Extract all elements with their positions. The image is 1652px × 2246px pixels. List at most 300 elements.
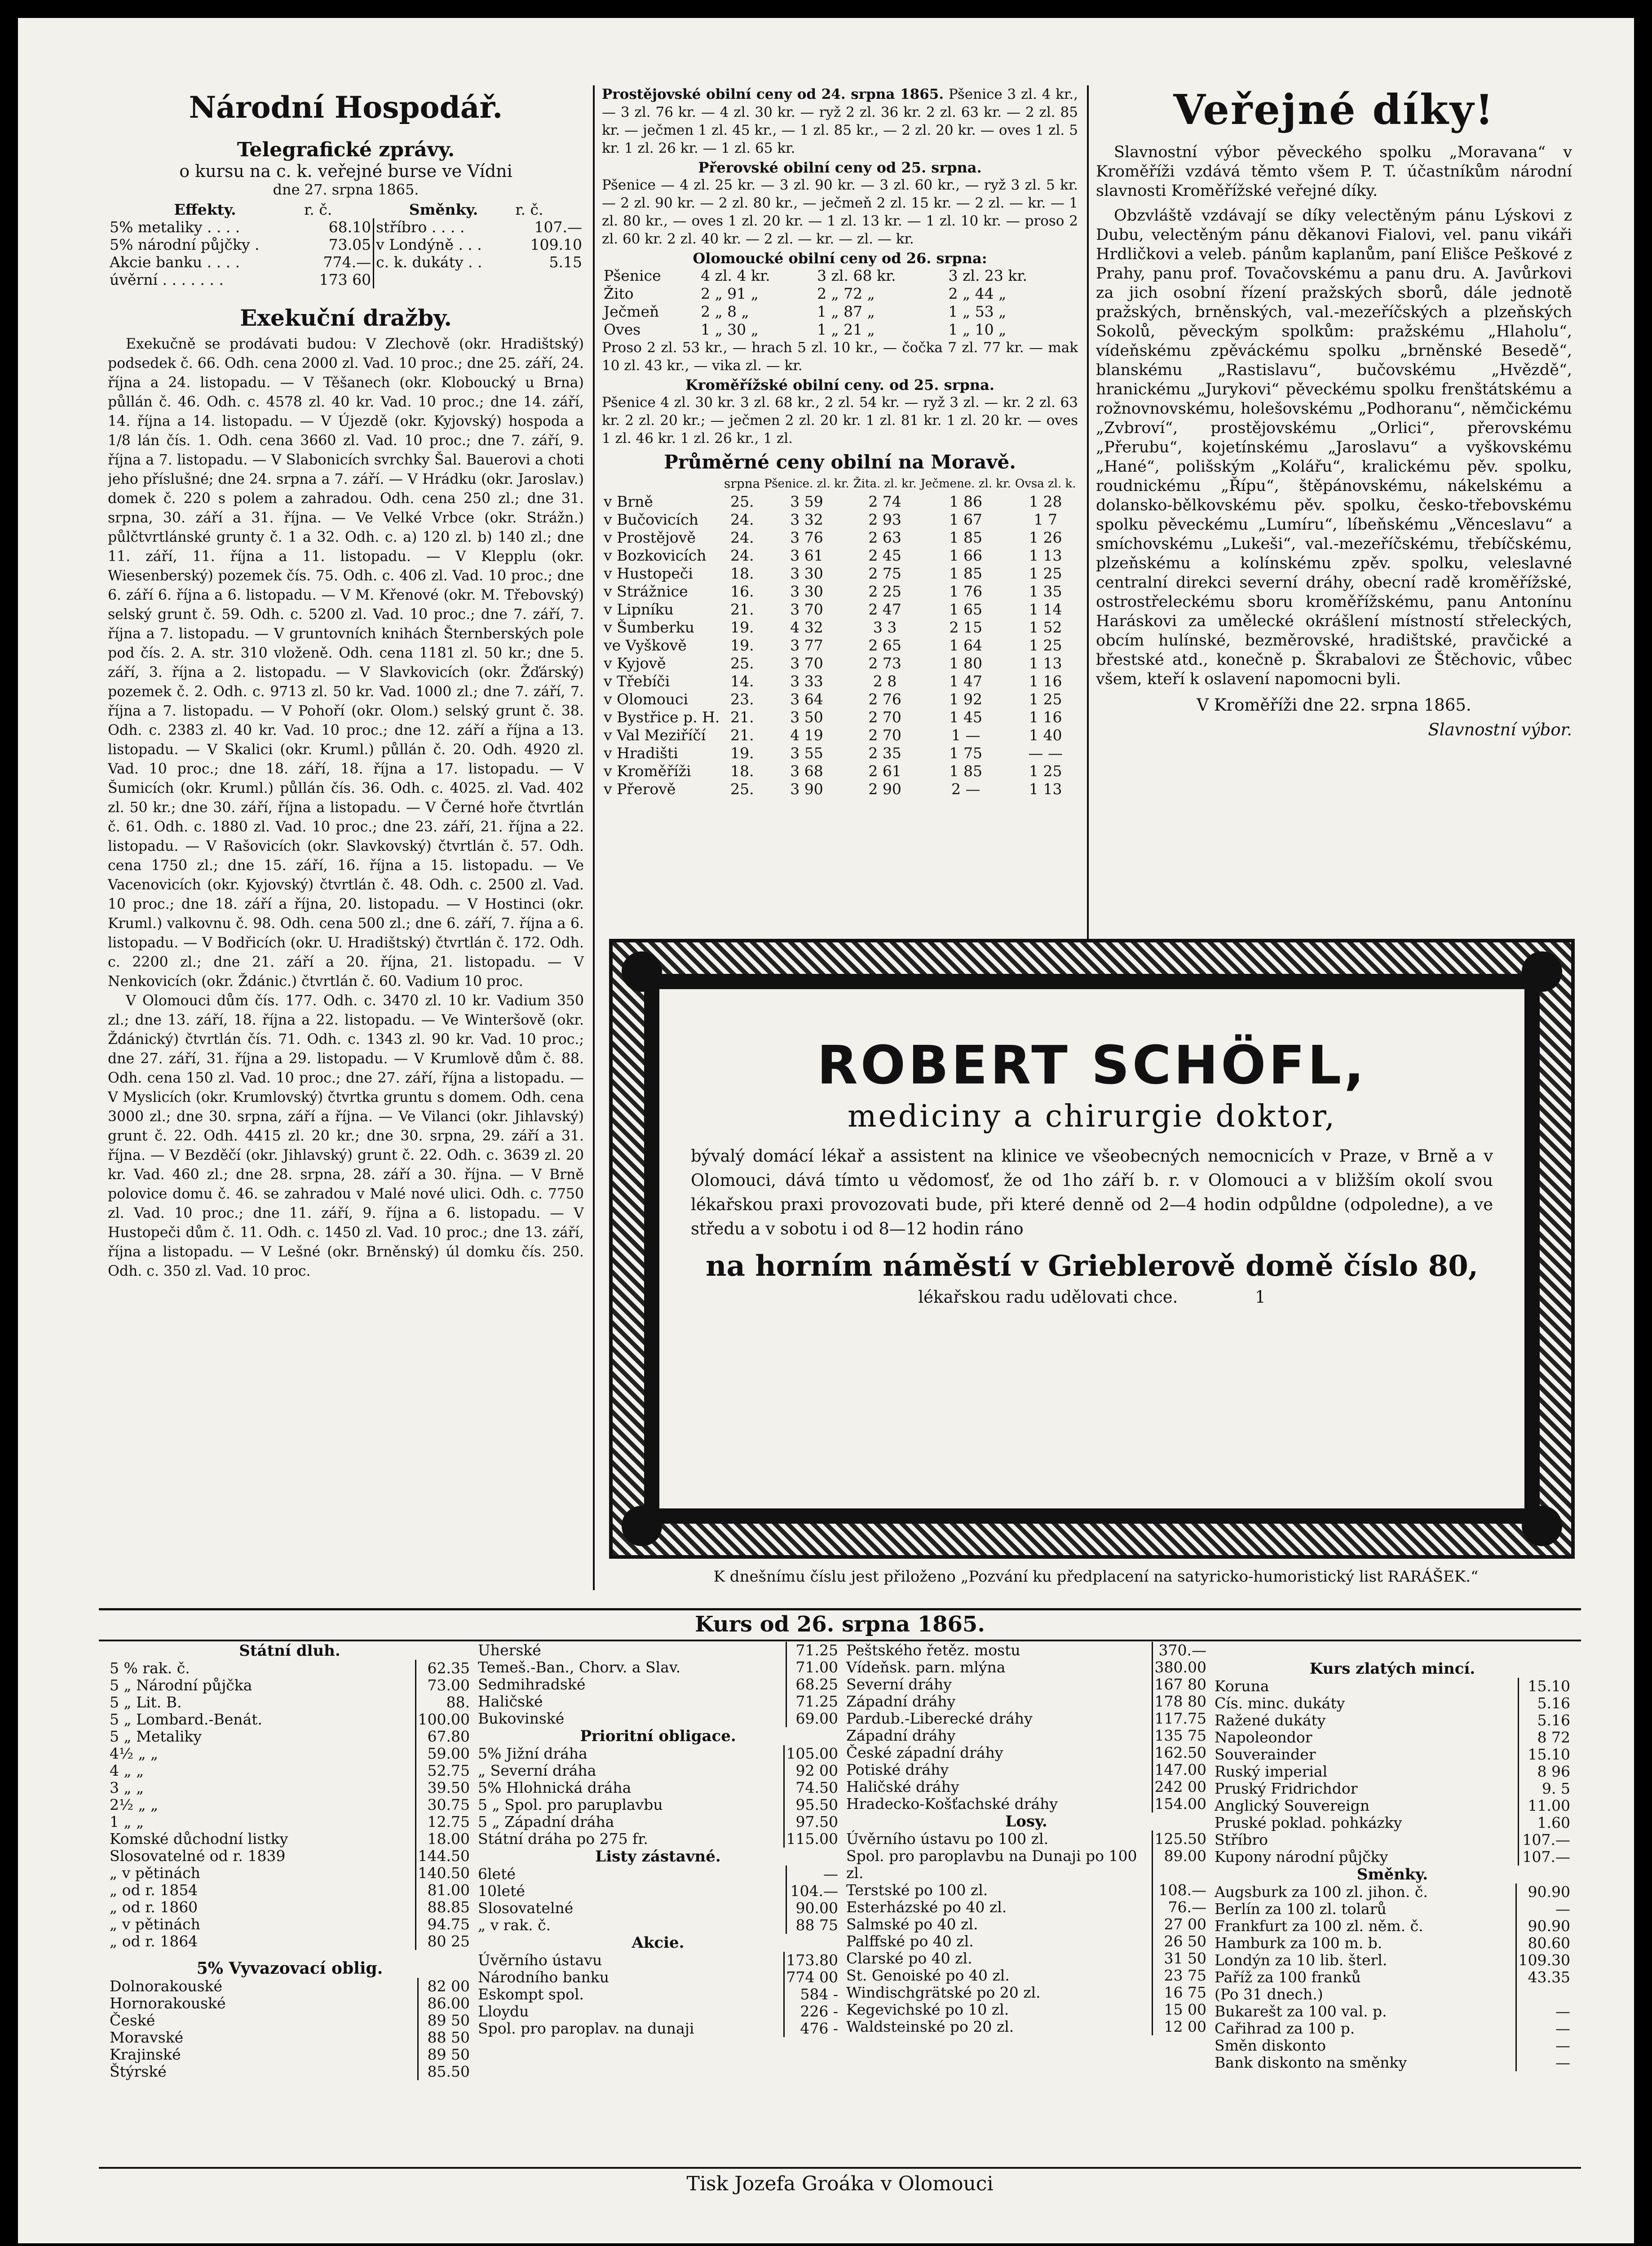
kurs-value: 89.00 bbox=[1152, 1848, 1208, 1882]
average-cell: 1 — bbox=[951, 726, 981, 744]
diky-p2: Obzvláště vzdávají se díky velectěným pánu Lýskovi z Dubu, velectěným pánu děkanovi Fialovi, vel. panu vikáři Hrdličkovi a veleb. pánům kaplanům, paní Elišce Peškové z Prahy, panu prof. Tovačovskému a panu dru. A. Javůrkovi za jich osobní řízení pražských sborů, dále jednotě pražských, brněnských, val.-mezeříčských a plzeňských Sokolů, pěveckým spolkům: pražskému „Hlaholu“, vídeňskému zpěváckému spolku „brněnské Besedě“, blanskému „Rastislavu“, bučovskému „Hvězdě“, hranickému „Jurykovi“ pěveckému spolku frenštátskému a rožnovnovskému, holešovskému „Podhoranu“, němčickému „Zvbroví“, prostějovskému „Orlici“, přerovskému „Přerubu“, kojetínskému „Jaroslavu“ a vyškovskému „Hané“, polišským „Kolářu“, kralickému pěv. spolku, roudnickému „Řípu“, štěpánovskému, nákelskému a dolansko-bělkovskému pěv. spolku, česko-třebovskému spolku pěveckému „Lumíru“, líbeňskému „Věnceslavu“ a smíchovskému „Lukeši“, val.-mezeříčskému, třebíčskému, plzeňskému a kolínskému zpěv. spolku, veleslavné centralní direkci severní dráhy, obecní radě kroměřížské, ostrostřeleckému sboru kroměřížskému, panu Antonínu Haráskovi za umělecké okrášlení místností střeleckých, obcím hulínské, bezměrovské, hradištské, pravčické a břestské atd., konečně p. Škrabalovi ze Štěchovic, vůbec všem, kteří k oslavení napomocni byli. bbox=[1096, 207, 1572, 688]
average-cell: 18. bbox=[730, 762, 754, 780]
average-cell: 14. bbox=[730, 672, 754, 690]
kurs-item: Sedmihradské bbox=[478, 1676, 586, 1693]
average-cell: — — bbox=[1028, 744, 1063, 762]
kurs-item: České bbox=[110, 2012, 155, 2029]
kurs-value: 12.75 bbox=[415, 1813, 472, 1830]
kurs-table-2c bbox=[476, 1866, 840, 1934]
average-cell: 1 92 bbox=[949, 690, 982, 708]
kurs-row bbox=[1213, 1935, 1572, 1952]
kurs-item: Směn diskonto bbox=[1215, 2037, 1326, 2054]
kurs-item: Bank diskonto na směnky bbox=[1215, 2054, 1407, 2071]
sme-0-val: 107.— bbox=[534, 218, 582, 236]
average-cell: 2 74 bbox=[868, 493, 901, 510]
kurs-row bbox=[844, 1761, 1208, 1778]
kurs-item: Spol. pro paroplav. na dunaji bbox=[478, 2020, 694, 2037]
kurs-table-1 bbox=[108, 1660, 472, 1950]
average-cell: 1 64 bbox=[949, 637, 982, 654]
avg-head: Pšenice. zl. kr. bbox=[764, 477, 849, 491]
avg-head bbox=[602, 475, 722, 493]
kurs-row bbox=[476, 2003, 840, 2020]
column-rule-2 bbox=[1087, 85, 1089, 939]
kurs-item: Frankfurt za 100 zl. něm. č. bbox=[1215, 1917, 1423, 1935]
average-head-row bbox=[602, 475, 1078, 493]
olomouc-cell: 1 „ 21 „ bbox=[817, 321, 875, 338]
kurs-value: 27 00 bbox=[1152, 1916, 1208, 1933]
kurs-row bbox=[844, 1727, 1208, 1744]
kurs-item: Státní dráha po 275 fr. bbox=[478, 1830, 648, 1848]
kurs-value: 82 00 bbox=[418, 1978, 472, 1995]
kurs-vyvazovaci-head: 5% Vyvazovací oblig. bbox=[196, 1959, 383, 1978]
diky-signature: Slavnostní výbor. bbox=[1428, 720, 1572, 739]
kurs-item: Lloydu bbox=[478, 2003, 529, 2020]
advertisement-frame bbox=[609, 939, 1575, 1559]
kurs-item: „ od r. 1854 bbox=[110, 1881, 198, 1899]
kurs-item: Waldsteinské po 20 zl. bbox=[846, 2018, 1014, 2035]
kurs-row bbox=[108, 2046, 472, 2063]
kurs-row bbox=[476, 1969, 840, 1986]
average-cell: 2 73 bbox=[868, 654, 901, 672]
kurs-value: 108.— bbox=[1152, 1882, 1208, 1899]
average-cell: 2 35 bbox=[868, 744, 901, 762]
average-cell: 1 13 bbox=[1029, 780, 1062, 798]
kurs-akcie-head: Akcie. bbox=[632, 1934, 685, 1952]
kurs-value: 104.— bbox=[786, 1883, 840, 1900]
average-cell: 3 68 bbox=[790, 762, 823, 780]
kurs-item: 1 „ „ bbox=[110, 1813, 144, 1830]
kurs-value: 11.00 bbox=[1519, 1797, 1572, 1814]
kurs-item: Koruna bbox=[1215, 1677, 1269, 1695]
kurs-value: 15.10 bbox=[1519, 1746, 1572, 1763]
average-cell: 1 75 bbox=[949, 744, 982, 762]
kurs-row bbox=[476, 1900, 840, 1917]
kurs-value: 92 00 bbox=[784, 1762, 840, 1779]
kurs-value: 71.00 bbox=[786, 1659, 840, 1676]
kurs-item: Úvěrního ústavu po 100 zl. bbox=[846, 1830, 1049, 1848]
ad-number: 1 bbox=[1255, 1287, 1266, 1307]
average-row bbox=[602, 565, 1078, 583]
kurs-row bbox=[476, 1642, 840, 1659]
ad-tail-line bbox=[659, 1287, 1524, 1307]
ad-body: bývalý domácí lékař a assistent na klinice ve všeobecných nemocnicích v Praze, v Brně a v Olomouci, dává tímto u vědomosť, že od 1ho září b. r. v Olomouci a v bližším okolí svou lékařskou praxi provozovati bude, při které denně od 2—4 hodin odpůldne (odpoledne), a ve středu a v sobotu i od 8—12 hodin ráno bbox=[691, 1146, 1493, 1238]
kurs-row bbox=[844, 1899, 1208, 1916]
average-cell: 2 75 bbox=[868, 565, 901, 582]
kurs-col-1 bbox=[108, 1642, 472, 2163]
sme-0-name: stříbro . . . . bbox=[376, 218, 465, 236]
kurs-item: Krajinské bbox=[110, 2046, 181, 2063]
kurs-value: 380.00 bbox=[1152, 1659, 1208, 1676]
kurs-value: 8 72 bbox=[1519, 1729, 1572, 1746]
kurs-row bbox=[108, 1995, 472, 2012]
kurs-value: 476 - bbox=[784, 2020, 840, 2037]
sme-2-val: 5.15 bbox=[549, 253, 582, 271]
column-rule-1 bbox=[593, 85, 595, 1590]
kurs-row bbox=[476, 1952, 840, 1969]
kurs-item: Clarské po 40 zl. bbox=[846, 1950, 972, 1967]
kurs-row bbox=[844, 1916, 1208, 1933]
average-cell: v Olomouci bbox=[604, 690, 689, 708]
kurs-value: 88 75 bbox=[786, 1917, 840, 1934]
kurs-table-2 bbox=[476, 1642, 840, 1727]
kurs-value: 43.35 bbox=[1516, 1969, 1572, 1986]
average-cell: 3 55 bbox=[790, 744, 823, 762]
kurs-value: 100.00 bbox=[415, 1711, 472, 1728]
kurs-prioritni-head: Prioritní obligace. bbox=[580, 1727, 736, 1745]
kurs-row bbox=[844, 1967, 1208, 1984]
kurs-item: Národního banku bbox=[478, 1968, 610, 1986]
kurs-smenky-head: Směnky. bbox=[1356, 1866, 1428, 1883]
kurs-value: 88. bbox=[415, 1694, 472, 1711]
kurs-statni-dluh-head: Státní dluh. bbox=[239, 1642, 340, 1660]
prostejov-block bbox=[602, 85, 1078, 157]
average-cell: v Přerově bbox=[604, 780, 676, 798]
olomouc-cell: Ječmeň bbox=[604, 303, 659, 320]
average-cell: 3 32 bbox=[790, 511, 823, 528]
kurs-item: Haličské bbox=[478, 1693, 543, 1710]
kurs-row bbox=[108, 1813, 472, 1830]
kurs-item: Kegevichské po 10 zl. bbox=[846, 2001, 1009, 2018]
kurs-item: 4 „ „ bbox=[110, 1762, 144, 1779]
kurs-value: 73.00 bbox=[415, 1677, 472, 1694]
kurs-value: 67.80 bbox=[415, 1728, 472, 1745]
supplement-notice: K dnešnímu číslu jest přiloženo „Pozvání ku předplacení na satyricko-humoristický list RARÁŠEK.“ bbox=[713, 1568, 1479, 1586]
kurs-value: — bbox=[1516, 1901, 1572, 1918]
average-row bbox=[602, 493, 1078, 511]
olomouc-table bbox=[602, 267, 1078, 339]
kurs-row bbox=[844, 1676, 1208, 1693]
kurs-value: 80.60 bbox=[1516, 1935, 1572, 1952]
kurs-value: 173.80 bbox=[784, 1952, 840, 1969]
sme-1-val: 109.10 bbox=[530, 236, 582, 253]
kurs-item: Vídeňsk. parn. mlýna bbox=[846, 1658, 1006, 1676]
olomouc-cell: 1 „ 30 „ bbox=[701, 321, 759, 338]
kurs-item: 5 „ Spol. pro paruplavbu bbox=[478, 1796, 663, 1813]
kurs-item: Palffské po 40 zl. bbox=[846, 1932, 974, 1950]
tele-table bbox=[108, 201, 584, 288]
prostejov-title: Prostějovské obilní ceny od 24. srpna 1865. bbox=[602, 86, 944, 102]
kurs-row bbox=[844, 1848, 1208, 1882]
kurs-row bbox=[476, 1693, 840, 1710]
kurs-value: 97.50 bbox=[784, 1813, 840, 1830]
prerov-text: Pšenice — 4 zl. 25 kr. — 3 zl. 90 kr. — 3 zl. 60 kr., — ryž 3 zl. 5 kr. — 2 zl. 90 kr. — 2 zl. 80 kr., — ječmeň 2 zl. 15 kr. — 2 zl. — kr. — 1 zl. 80 kr., — oves 1 zl. 20 kr. — 1 zl. 13 kr. — 1 zl. 10 kr. — proso 2 zl. 60 kr. 2 zl. 40 kr. — 2 zl. — kr. — zl. — kr. bbox=[602, 177, 1078, 247]
kurs-row bbox=[1213, 2020, 1572, 2037]
kurs-item: Pardub.-Liberecké dráhy bbox=[846, 1710, 1033, 1727]
kurs-row bbox=[108, 1711, 472, 1728]
olomouc-cell: Pšenice bbox=[604, 267, 661, 284]
kurs-item: 6leté bbox=[478, 1865, 516, 1883]
kurs-value: 584 - bbox=[784, 1986, 840, 2003]
ad-address: na horním náměstí v Grieblerově domě číslo 80, bbox=[705, 1249, 1479, 1283]
avg-head: srpna bbox=[724, 476, 760, 491]
average-cell: 2 93 bbox=[868, 511, 901, 528]
kurs-value: 115.00 bbox=[784, 1830, 840, 1848]
kurs-value: 52.75 bbox=[415, 1762, 472, 1779]
average-cell: 3 90 bbox=[790, 780, 823, 798]
kurs-row bbox=[844, 1933, 1208, 1950]
average-cell: 1 85 bbox=[949, 529, 982, 546]
average-cell: 2 70 bbox=[868, 726, 901, 744]
olomouc-cell: 1 „ 87 „ bbox=[817, 303, 875, 320]
kurs-item: Moravské bbox=[110, 2029, 184, 2046]
average-cell: 1 86 bbox=[949, 493, 982, 510]
kurs-row bbox=[1213, 1729, 1572, 1746]
kurs-value: 15.10 bbox=[1519, 1678, 1572, 1695]
kurs-item: 5 „ Národní půjčka bbox=[110, 1676, 252, 1694]
kurs-table-4 bbox=[1213, 1678, 1572, 1866]
kurs-value: 154.00 bbox=[1152, 1795, 1208, 1813]
kurs-table-2d bbox=[476, 1952, 840, 2037]
kurs-row bbox=[844, 1795, 1208, 1813]
kurs-value: 89 50 bbox=[418, 2012, 472, 2029]
kurs-item: 5 „ Lit. B. bbox=[110, 1693, 182, 1711]
kurs-row bbox=[844, 1882, 1208, 1899]
average-cell: 1 85 bbox=[949, 762, 982, 780]
kurs-bottom-rule bbox=[99, 1640, 1581, 1641]
avg-head: Ovsa zl. k. bbox=[1015, 477, 1076, 491]
kurs-value: 370.— bbox=[1152, 1642, 1208, 1659]
kurs-value: 144.50 bbox=[415, 1848, 472, 1865]
kurs-row bbox=[844, 1984, 1208, 2001]
kurs-item: 5 „ Západní dráha bbox=[478, 1813, 614, 1830]
kurs-item: Windischgrätské po 20 zl. bbox=[846, 1984, 1041, 2001]
kurs-item: Slosovatelné bbox=[478, 1899, 574, 1917]
kurs-row bbox=[108, 1978, 472, 1995]
average-cell: 1 85 bbox=[949, 565, 982, 582]
average-cell: 1 7 bbox=[1034, 511, 1057, 528]
ad-doctor-title: mediciny a chirurgie doktor, bbox=[848, 1099, 1336, 1134]
kurs-item: Komské důchodní listky bbox=[110, 1830, 288, 1848]
kurs-row bbox=[476, 1917, 840, 1934]
average-cell: 1 13 bbox=[1029, 654, 1062, 672]
kurs-value: 88 50 bbox=[418, 2029, 472, 2046]
olomouc-tail: Proso 2 zl. 53 kr., — hrach 5 zl. 10 kr., — čočka 7 zl. 77 kr. — mak 10 zl. 43 kr., — vika zl. — kr. bbox=[602, 340, 1078, 374]
kurs-col-3 bbox=[844, 1642, 1208, 2163]
prerov-title: Přerovské obilní ceny od 25. srpna. bbox=[698, 159, 982, 176]
kurs-item: Augsburk za 100 zl. jihon. č. bbox=[1215, 1883, 1428, 1901]
kurs-item: Kupony národní půjčky bbox=[1215, 1848, 1388, 1866]
average-row bbox=[602, 726, 1078, 744]
kurs-item: 4½ „ „ bbox=[110, 1745, 159, 1762]
kurs-row bbox=[844, 1950, 1208, 1967]
kurs-value: — bbox=[1516, 2003, 1572, 2020]
kurs-value: 76.— bbox=[1152, 1899, 1208, 1916]
kurs-item: Napoleondor bbox=[1215, 1729, 1312, 1746]
kurs-value: 86.00 bbox=[418, 1995, 472, 2012]
average-row bbox=[602, 547, 1078, 565]
kurs-item: Eskompt spol. bbox=[478, 1985, 584, 2003]
kurs-table-4b bbox=[1213, 1883, 1572, 2071]
middle-column bbox=[602, 85, 1078, 939]
average-cell: 21. bbox=[730, 601, 754, 618]
kurs-row bbox=[1213, 1763, 1572, 1780]
kurs-row bbox=[108, 1916, 472, 1933]
olomouc-row bbox=[602, 285, 1078, 303]
kurs-row bbox=[844, 2018, 1208, 2035]
olomouc-cell: 1 „ 53 „ bbox=[948, 303, 1007, 320]
average-cell: 3 76 bbox=[790, 529, 823, 546]
kurs-row bbox=[1213, 1797, 1572, 1814]
kurs-item: Severní dráhy bbox=[846, 1676, 952, 1693]
average-prices-table bbox=[602, 475, 1078, 798]
kurs-value: 9. 5 bbox=[1519, 1780, 1572, 1797]
eff-2-val: 774.— bbox=[302, 253, 373, 271]
kurs-row bbox=[108, 1796, 472, 1813]
kurs-row bbox=[1213, 1695, 1572, 1712]
average-cell: 2 — bbox=[951, 780, 981, 798]
kurs-value: 23 75 bbox=[1152, 1967, 1208, 1984]
kurs-row bbox=[1213, 2037, 1572, 2054]
kurs-row bbox=[476, 1659, 840, 1676]
average-cell: 2 47 bbox=[868, 601, 901, 618]
tele-title: Telegrafické zprávy. bbox=[237, 138, 455, 161]
average-cell: 1 26 bbox=[1029, 529, 1062, 546]
average-cell: 3 70 bbox=[790, 601, 823, 618]
diky-place-date: V Kroměříži dne 22. srpna 1865. bbox=[1197, 695, 1471, 715]
kurs-value: 81.00 bbox=[415, 1882, 472, 1899]
kurs-item: 5 „ Lombard.-Benát. bbox=[110, 1711, 262, 1728]
average-cell: 1 25 bbox=[1029, 565, 1062, 582]
kurs-item: „ Severní dráha bbox=[478, 1762, 596, 1779]
kurs-item: „ od r. 1864 bbox=[110, 1932, 198, 1950]
kurs-value: 31 50 bbox=[1152, 1950, 1208, 1967]
eff-0-val: 68.10 bbox=[302, 218, 373, 236]
kurs-value: 69.00 bbox=[786, 1710, 840, 1727]
olomouc-cell: Žito bbox=[604, 285, 634, 302]
kurs-item: Londýn za 10 lib. šterl. bbox=[1215, 1951, 1387, 1969]
ad-tail: lékařskou radu udělovati chce. bbox=[918, 1287, 1178, 1307]
average-row bbox=[602, 511, 1078, 529]
average-row bbox=[602, 762, 1078, 780]
kurs-item: Pruský Fridrichdor bbox=[1215, 1780, 1358, 1797]
kurs-item: Berlín za 100 zl. tolarů bbox=[1215, 1900, 1387, 1918]
olomouc-cell: 3 zl. 68 kr. bbox=[817, 267, 896, 284]
average-cell: 3 33 bbox=[790, 672, 823, 690]
kurs-value: 117.75 bbox=[1152, 1710, 1208, 1727]
average-cell: 23. bbox=[730, 690, 754, 708]
average-cell: 2 70 bbox=[868, 708, 901, 726]
exek-text: Exekučně se prodávati budou: V Zlechově (okr. Hradištský) podsedek č. 66. Odh. cena 2000 zl. Vad. 10 proc.; dne 25. září, 24. října a 24. listopadu. — V Těšanech (okr. Kloboucký u Brna) půllán č. 46. Odh. c. 4578 zl. 40 kr. Vad. 10 proc.; dne 14. září, 14. října a 14. listopadu. — V Újezdě (okr. Kyjovský) hospoda a 1/8 lán čís. 1. Odh. cena 3660 zl. Vad. 10 proc.; dne 7. září, 9. října a 7. listopadu. — V Slabonicích svrchky Šal. Bauerovi a choti jeho příslušné; dne 24. srpna a 7. září. — V Hrádku (okr. Jaroslav.) domek č. 220 s polem a zahradou. Odh. cena 250 zl.; dne 31. srpna, 30. září a 31. října. — Ve Velké Vrbce (okr. Strážn.) půlčtvrtlánské grunty č. 1 a 32. Odh. c. a) 120 zl. b) 140 zl.; dne 11. září, 11. října a 11. listopadu. — V Klepplu (okr. Wiesenberský) pozemek čís. 75. Odh. c. 406 zl. Vad. 10 proc.; dne 6. září 6. října a 6. listopadu. — V M. Křenové (okr. M. Třebovský) selský grunt č. 59. Odh. c. 5200 zl. Vad. 10 proc.; dne 7. září, 7. října a 7. listopadu. — V gruntovních knihách Šternberských pole pod čís. 2. A. str. 310 vloženě. Odh. cena 1181 zl. 50 kr.; dne 5. září, 3. října a 2. listopadu. — V Slavkovicích (okr. Žďárský) pozemek č. 2. Odh. c. 9713 zl. 50 kr. Vad. 1000 zl.; dne 7. září, 7. října a 7. listopadu. — V Pohoří (okr. Olom.) selský grunt č. 38. Odh. c. 2383 zl. 40 kr. Vad. 10 proc.; dne 12. září a října a 13. listopadu. — V Skalici (okr. Kruml.) půllán č. 20. Odh. 4920 zl. Vad. 10 proc.; dne 18. září, 18. října a 17. listopadu. — V Šumicích (okr. Kruml.) půllán čís. 36. Odh. c. 4025. zl. Vad. 402 zl. 50 kr.; dne 30. září, října a listopadu. — V Černé hoře čtvrtlán č. 61. Odh. c. 1880 zl. Vad. 10 proc.; dne 23. září, 21. října a 22. listopadu. — V Rašovicích (okr. Slavkovský) čtvrtlán č. 57. Odh. cena 1750 zl.; dne 15. září, 16. října a 15. listopadu. — Ve Vacenovicích (okr. Kyjovský) čtvrtlán č. 48. Odh. c. 2500 zl. Vad. 10 proc.; dne 18. září a října, 20. listopadu. — V Hostinci (okr. Kruml.) valkovnu č. 98. Odh. cena 500 zl.; dne 6. září, 7. října a 6. listopadu. — V Bodřicích (okr. U. Hradištský) čtvrtlán č. 172. Odh. c. 2200 zl.; dne 21. září a 20. října, 21. listopadu. — V Nenkovicích (okr. Ždánic.) čtvrtlán č. 60. Vadium 10 proc. bbox=[108, 336, 584, 990]
average-cell: 1 52 bbox=[1029, 619, 1062, 636]
kurs-value: 135 75 bbox=[1152, 1727, 1208, 1744]
average-cell: 18. bbox=[730, 565, 754, 582]
kurs-item: Štýrské bbox=[110, 2063, 167, 2080]
kurs-value: 39.50 bbox=[415, 1779, 472, 1796]
kurs-table-3 bbox=[844, 1642, 1208, 1813]
kurs-item: 5 „ Metaliky bbox=[110, 1728, 202, 1745]
kurs-row bbox=[1213, 1831, 1572, 1848]
olomouc-cell: 1 „ 10 „ bbox=[948, 321, 1007, 338]
kurs-item: Hornorakouské bbox=[110, 1994, 226, 2012]
kurs-item: Spol. pro paroplavbu na Dunaji po 100 zl. bbox=[846, 1847, 1137, 1882]
kurs-item: Terstské po 100 zl. bbox=[846, 1881, 988, 1899]
average-cell: 3 3 bbox=[873, 619, 897, 636]
kurs-value: 90.90 bbox=[1516, 1883, 1572, 1901]
printer-rule bbox=[99, 2167, 1581, 2169]
right-column bbox=[1096, 85, 1572, 939]
kurs-item: Pruské poklad. pohkázky bbox=[1215, 1814, 1402, 1831]
kurs-row bbox=[476, 1779, 840, 1796]
kurs-item: Haličské dráhy bbox=[846, 1778, 959, 1795]
kurs-row bbox=[1213, 2003, 1572, 2020]
kurs-value: — bbox=[1516, 2037, 1572, 2054]
kurs-row bbox=[476, 1866, 840, 1883]
kurs-row bbox=[108, 2063, 472, 2080]
kurs-item: Temeš.-Ban., Chorv. a Slav. bbox=[478, 1658, 681, 1676]
average-cell: v Kroměříži bbox=[604, 762, 691, 780]
kurs-value: 90.90 bbox=[1516, 1918, 1572, 1935]
kurs-row bbox=[476, 1883, 840, 1900]
section-title-narodni-hospodar: Národní Hospodář. bbox=[189, 90, 503, 125]
kurs-value: 89 50 bbox=[418, 2046, 472, 2063]
head-rc1: r. č. bbox=[304, 201, 332, 218]
kurs-row bbox=[476, 1762, 840, 1779]
kurs-item: „ v pětinách bbox=[110, 1915, 200, 1933]
kurs-value: 90.00 bbox=[786, 1900, 840, 1917]
average-cell: 19. bbox=[730, 637, 754, 654]
kurs-item: „ v pětinách bbox=[110, 1864, 200, 1882]
kurs-value: 80 25 bbox=[415, 1933, 472, 1950]
kurs-item: Cařihrad za 100 p. bbox=[1215, 2020, 1355, 2037]
tele-date: dne 27. srpna 1865. bbox=[273, 181, 419, 198]
average-cell: 1 35 bbox=[1029, 583, 1062, 600]
kurs-value: 30.75 bbox=[415, 1796, 472, 1813]
average-cell: 1 80 bbox=[949, 654, 982, 672]
kurs-zastavne-head: Listy zástavné. bbox=[595, 1848, 721, 1866]
average-cell: 1 13 bbox=[1029, 547, 1062, 564]
kurs-row bbox=[108, 1899, 472, 1916]
kurs-top-rule bbox=[99, 1608, 1581, 1610]
average-row bbox=[602, 583, 1078, 601]
kurs-value: 242 00 bbox=[1152, 1778, 1208, 1795]
kurs-item: České západní dráhy bbox=[846, 1744, 1003, 1761]
average-row bbox=[602, 619, 1078, 637]
average-cell: 1 25 bbox=[1029, 690, 1062, 708]
prostejov-text: Pšenice 3 zl. 4 kr., — 3 zl. 76 kr. — 4 zl. 30 kr. — ryž 2 zl. 36 kr. 2 zl. 63 kr. — 2 zl. 85 kr. — ječmen 1 zl. 45 kr., — 1 zl. 85 kr., — 2 zl. 20 kr. — oves 1 zl. 5 kr. 1 zl. 26 kr. — 1 zl. 65 kr. bbox=[602, 86, 1078, 156]
kurs-item: 10leté bbox=[478, 1882, 525, 1900]
exek-title: Exekuční dražby. bbox=[240, 305, 452, 331]
kurs-value: 109.30 bbox=[1516, 1952, 1572, 1969]
kurs-value: 71.25 bbox=[786, 1693, 840, 1710]
average-cell: 25. bbox=[730, 780, 754, 798]
average-cell: 19. bbox=[730, 619, 754, 636]
head-rc2: r. č. bbox=[515, 201, 543, 218]
average-row bbox=[602, 672, 1078, 690]
kurs-row bbox=[108, 1933, 472, 1950]
kurs-item: Uherské bbox=[478, 1642, 541, 1659]
average-cell: v Hustopeči bbox=[604, 565, 693, 582]
average-cell: 3 77 bbox=[790, 637, 823, 654]
average-cell: 2 45 bbox=[868, 547, 901, 564]
kurs-item: Salmské po 40 zl. bbox=[846, 1915, 978, 1933]
average-cell: v Prostějově bbox=[604, 529, 696, 546]
kurs-value: 68.25 bbox=[786, 1676, 840, 1693]
average-cell: 3 30 bbox=[790, 583, 823, 600]
kurs-value: 88.85 bbox=[415, 1899, 472, 1916]
kurs-value: 774 00 bbox=[784, 1969, 840, 1986]
kurs-value: 12 00 bbox=[1152, 2018, 1208, 2035]
average-row bbox=[602, 744, 1078, 762]
kurs-row bbox=[1213, 1986, 1572, 2003]
average-cell: 1 76 bbox=[949, 583, 982, 600]
kurs-value: 162.50 bbox=[1152, 1744, 1208, 1761]
kurs-row bbox=[1213, 1746, 1572, 1763]
kurs-row bbox=[1213, 1901, 1572, 1918]
kurs-item: Bukovinské bbox=[478, 1710, 565, 1727]
head-smenky: Směnky. bbox=[409, 201, 478, 218]
average-cell: 1 16 bbox=[1029, 672, 1062, 690]
average-cell: v Kyjově bbox=[604, 654, 666, 672]
